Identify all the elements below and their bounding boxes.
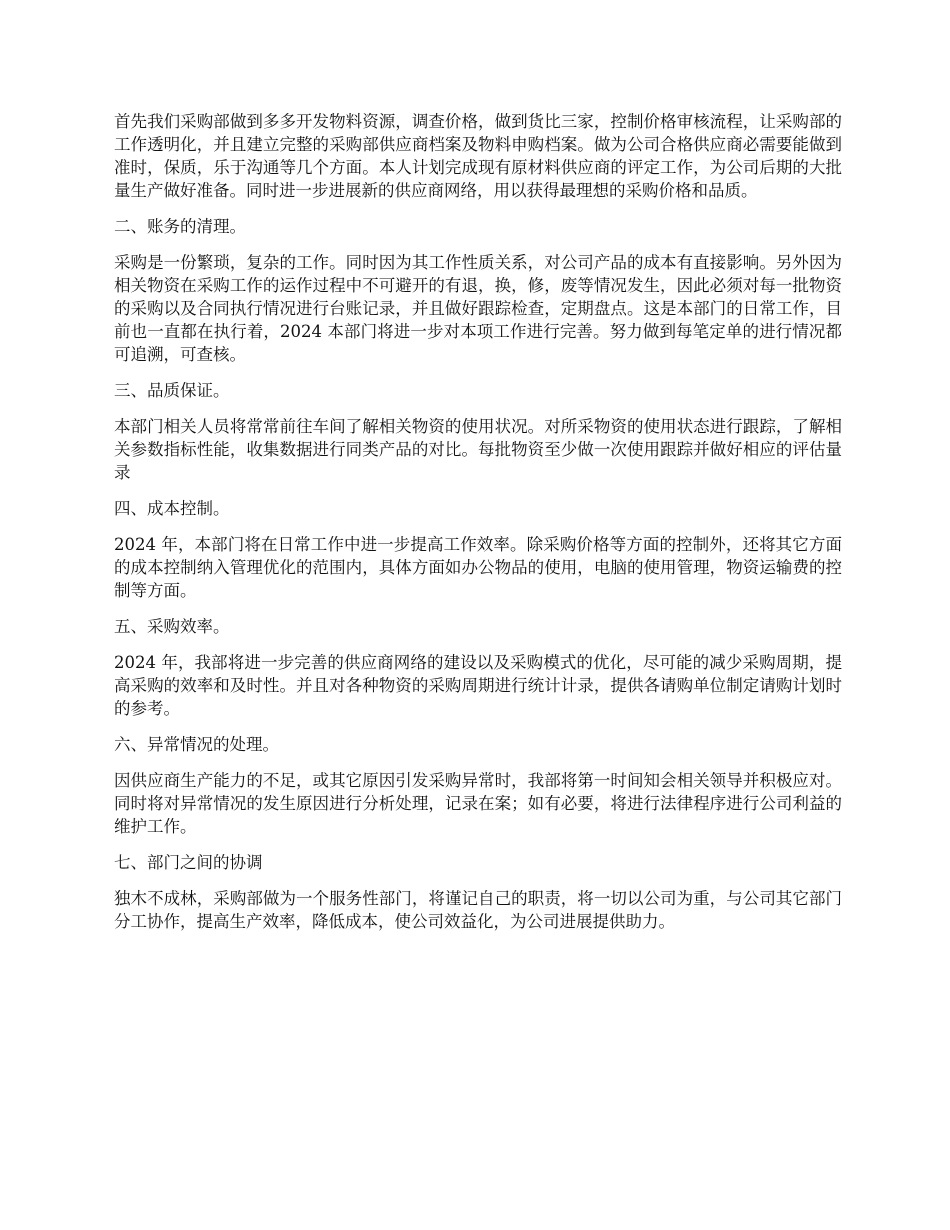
section-heading-quality: 三、品质保证。	[114, 381, 230, 400]
paragraph-coordination: 独木不成林，采购部做为一个服务性部门，将谨记自己的职责，将一切以公司为重，与公司其它部门分工协作，提高生产效率，降低成本，使公司效益化，为公司进展提供助力。	[114, 889, 842, 931]
section-heading-accounts: 二、账务的清理。	[114, 217, 246, 236]
document-body	[114, 110, 842, 946]
paragraph-accounts: 采购是一份繁琐，复杂的工作。同时因为其工作性质关系，对公司产品的成本有直接影响。另外因为相关物资在采购工作的运作过程中不可避开的有退，换，修，废等情况发生，因此必须对每一批物资的采购以及合同执行情况进行台账记录，并且做好跟踪检查，定期盘点。这是本部门的日常工作，目前也一直都在执行着，2024 本部门将进一步对本项工作进行完善。努力做到每笔定单的进行情况都可追溯，可查核。	[114, 253, 842, 364]
section-heading-efficiency: 五、采购效率。	[114, 617, 230, 636]
section-heading-cost-control: 四、成本控制。	[114, 499, 230, 518]
paragraph-efficiency: 2024 年，我部将进一步完善的供应商网络的建设以及采购模式的优化，尽可能的减少采购周期，提高采购的效率和及时性。并且对各种物资的采购周期进行统计计录，提供各请购单位制定请购计划时的参考。	[114, 653, 842, 718]
paragraph-quality: 本部门相关人员将常常前往车间了解相关物资的使用状况。对所采物资的使用状态进行跟踪，了解相关参数指标性能，收集数据进行同类产品的对比。每批物资至少做一次使用跟踪并做好相应的评估量录	[114, 417, 842, 482]
section-heading-coordination: 七、部门之间的协调	[114, 853, 263, 872]
paragraph-exceptions: 因供应商生产能力的不足，或其它原因引发采购异常时，我部将第一时间知会相关领导并积极应对。同时将对异常情况的发生原因进行分析处理，记录在案；如有必要，将进行法律程序进行公司利益的维护工作。	[114, 771, 842, 836]
paragraph-supplier-development: 首先我们采购部做到多多开发物料资源，调查价格，做到货比三家，控制价格审核流程，让采购部的工作透明化，并且建立完整的采购部供应商档案及物料申购档案。做为公司合格供应商必需要能做到准时，保质，乐于沟通等几个方面。本人计划完成现有原材料供应商的评定工作，为公司后期的大批量生产做好准备。同时进一步进展新的供应商网络，用以获得最理想的采购价格和品质。	[114, 112, 842, 200]
paragraph-cost-control: 2024 年，本部门将在日常工作中进一步提高工作效率。除采购价格等方面的控制外，还将其它方面的成本控制纳入管理优化的范围内，具体方面如办公物品的使用，电脑的使用管理，物资运输费的控制等方面。	[114, 535, 842, 600]
section-heading-exceptions: 六、异常情况的处理。	[114, 735, 279, 754]
